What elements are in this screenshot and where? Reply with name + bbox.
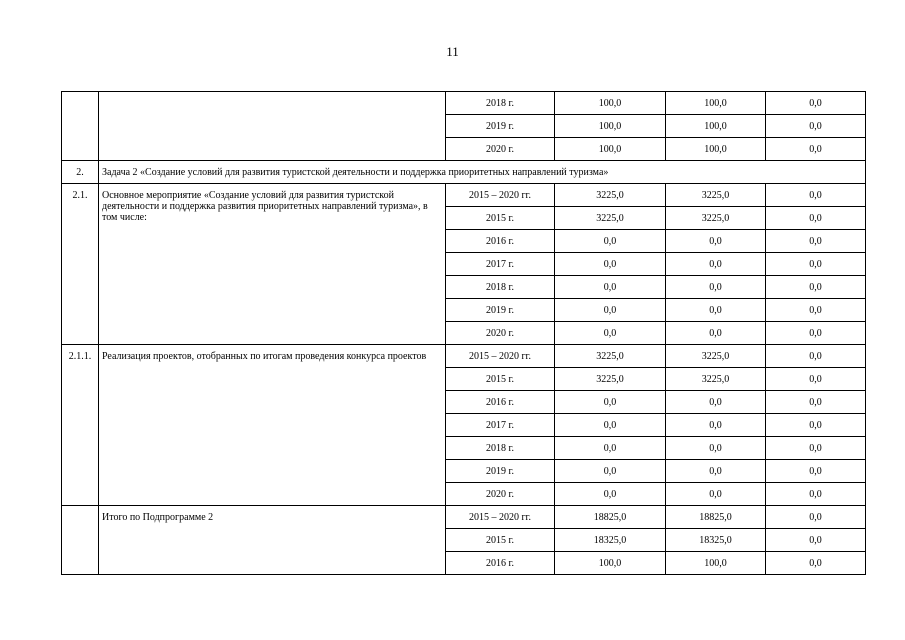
year-cell: 2019 г. xyxy=(446,460,555,483)
year-cell: 2015 г. xyxy=(446,207,555,230)
total-value-cell: 0,0 xyxy=(555,391,666,414)
total-value-cell: 3225,0 xyxy=(555,184,666,207)
year-cell: 2016 г. xyxy=(446,391,555,414)
budget-value-cell: 18825,0 xyxy=(666,506,766,529)
other-value-cell: 0,0 xyxy=(766,552,866,575)
other-value-cell: 0,0 xyxy=(766,368,866,391)
total-value-cell: 100,0 xyxy=(555,552,666,575)
total-value-cell: 0,0 xyxy=(555,414,666,437)
budget-value-cell: 3225,0 xyxy=(666,184,766,207)
budget-value-cell: 0,0 xyxy=(666,414,766,437)
table-row xyxy=(62,184,866,207)
total-value-cell: 100,0 xyxy=(555,115,666,138)
total-value-cell: 0,0 xyxy=(555,322,666,345)
other-value-cell: 0,0 xyxy=(766,184,866,207)
budget-value-cell: 3225,0 xyxy=(666,207,766,230)
row-number-cell: 2. xyxy=(62,161,99,184)
other-value-cell: 0,0 xyxy=(766,253,866,276)
year-cell: 2015 – 2020 гг. xyxy=(446,184,555,207)
other-value-cell: 0,0 xyxy=(766,437,866,460)
other-value-cell: 0,0 xyxy=(766,529,866,552)
total-value-cell: 18325,0 xyxy=(555,529,666,552)
budget-value-cell: 0,0 xyxy=(666,253,766,276)
task-title-cell: Задача 2 «Создание условий для развития туристской деятельности и поддержка приоритетных направлений туризма» xyxy=(99,161,866,184)
budget-value-cell: 100,0 xyxy=(666,138,766,161)
budget-value-cell: 0,0 xyxy=(666,460,766,483)
year-cell: 2015 г. xyxy=(446,368,555,391)
total-value-cell: 0,0 xyxy=(555,460,666,483)
activity-name-cell xyxy=(99,92,446,161)
other-value-cell: 0,0 xyxy=(766,483,866,506)
activity-name-cell: Реализация проектов, отобранных по итогам проведения конкурса проектов xyxy=(99,345,446,506)
total-value-cell: 0,0 xyxy=(555,483,666,506)
year-cell: 2015 – 2020 гг. xyxy=(446,345,555,368)
activity-name-cell: Итого по Подпрограмме 2 xyxy=(99,506,446,575)
other-value-cell: 0,0 xyxy=(766,92,866,115)
row-number-cell xyxy=(62,506,99,575)
budget-table xyxy=(61,91,866,575)
year-cell: 2019 г. xyxy=(446,115,555,138)
year-cell: 2019 г. xyxy=(446,299,555,322)
other-value-cell: 0,0 xyxy=(766,391,866,414)
other-value-cell: 0,0 xyxy=(766,414,866,437)
other-value-cell: 0,0 xyxy=(766,322,866,345)
budget-value-cell: 0,0 xyxy=(666,437,766,460)
total-value-cell: 100,0 xyxy=(555,92,666,115)
total-value-cell: 3225,0 xyxy=(555,207,666,230)
total-value-cell: 0,0 xyxy=(555,299,666,322)
budget-value-cell: 0,0 xyxy=(666,483,766,506)
year-cell: 2018 г. xyxy=(446,276,555,299)
total-value-cell: 3225,0 xyxy=(555,368,666,391)
year-cell: 2020 г. xyxy=(446,322,555,345)
year-cell: 2016 г. xyxy=(446,230,555,253)
table-row xyxy=(62,345,866,368)
table-row xyxy=(62,506,866,529)
other-value-cell: 0,0 xyxy=(766,299,866,322)
total-value-cell: 18825,0 xyxy=(555,506,666,529)
budget-value-cell: 3225,0 xyxy=(666,368,766,391)
budget-value-cell: 100,0 xyxy=(666,115,766,138)
year-cell: 2018 г. xyxy=(446,92,555,115)
year-cell: 2015 – 2020 гг. xyxy=(446,506,555,529)
other-value-cell: 0,0 xyxy=(766,230,866,253)
total-value-cell: 0,0 xyxy=(555,253,666,276)
row-number-cell xyxy=(62,92,99,161)
budget-value-cell: 0,0 xyxy=(666,276,766,299)
budget-value-cell: 3225,0 xyxy=(666,345,766,368)
budget-value-cell: 0,0 xyxy=(666,322,766,345)
budget-value-cell: 18325,0 xyxy=(666,529,766,552)
total-value-cell: 0,0 xyxy=(555,230,666,253)
table-body xyxy=(62,92,866,575)
total-value-cell: 3225,0 xyxy=(555,345,666,368)
year-cell: 2016 г. xyxy=(446,552,555,575)
year-cell: 2020 г. xyxy=(446,138,555,161)
year-cell: 2015 г. xyxy=(446,529,555,552)
table-row xyxy=(62,92,866,115)
page-number: 11 xyxy=(446,44,459,59)
year-cell: 2020 г. xyxy=(446,483,555,506)
year-cell: 2017 г. xyxy=(446,253,555,276)
other-value-cell: 0,0 xyxy=(766,345,866,368)
other-value-cell: 0,0 xyxy=(766,506,866,529)
total-value-cell: 0,0 xyxy=(555,276,666,299)
budget-value-cell: 100,0 xyxy=(666,552,766,575)
budget-value-cell: 0,0 xyxy=(666,391,766,414)
row-number-cell: 2.1.1. xyxy=(62,345,99,506)
year-cell: 2018 г. xyxy=(446,437,555,460)
year-cell: 2017 г. xyxy=(446,414,555,437)
other-value-cell: 0,0 xyxy=(766,115,866,138)
other-value-cell: 0,0 xyxy=(766,138,866,161)
budget-value-cell: 0,0 xyxy=(666,299,766,322)
activity-name-cell: Основное мероприятие «Создание условий для развития туристской деятельности и поддержка развития приоритетных направлений туризма», в том числе: xyxy=(99,184,446,345)
total-value-cell: 0,0 xyxy=(555,437,666,460)
budget-value-cell: 0,0 xyxy=(666,230,766,253)
other-value-cell: 0,0 xyxy=(766,460,866,483)
row-number-cell: 2.1. xyxy=(62,184,99,345)
task-row xyxy=(62,161,866,184)
other-value-cell: 0,0 xyxy=(766,207,866,230)
other-value-cell: 0,0 xyxy=(766,276,866,299)
total-value-cell: 100,0 xyxy=(555,138,666,161)
budget-value-cell: 100,0 xyxy=(666,92,766,115)
